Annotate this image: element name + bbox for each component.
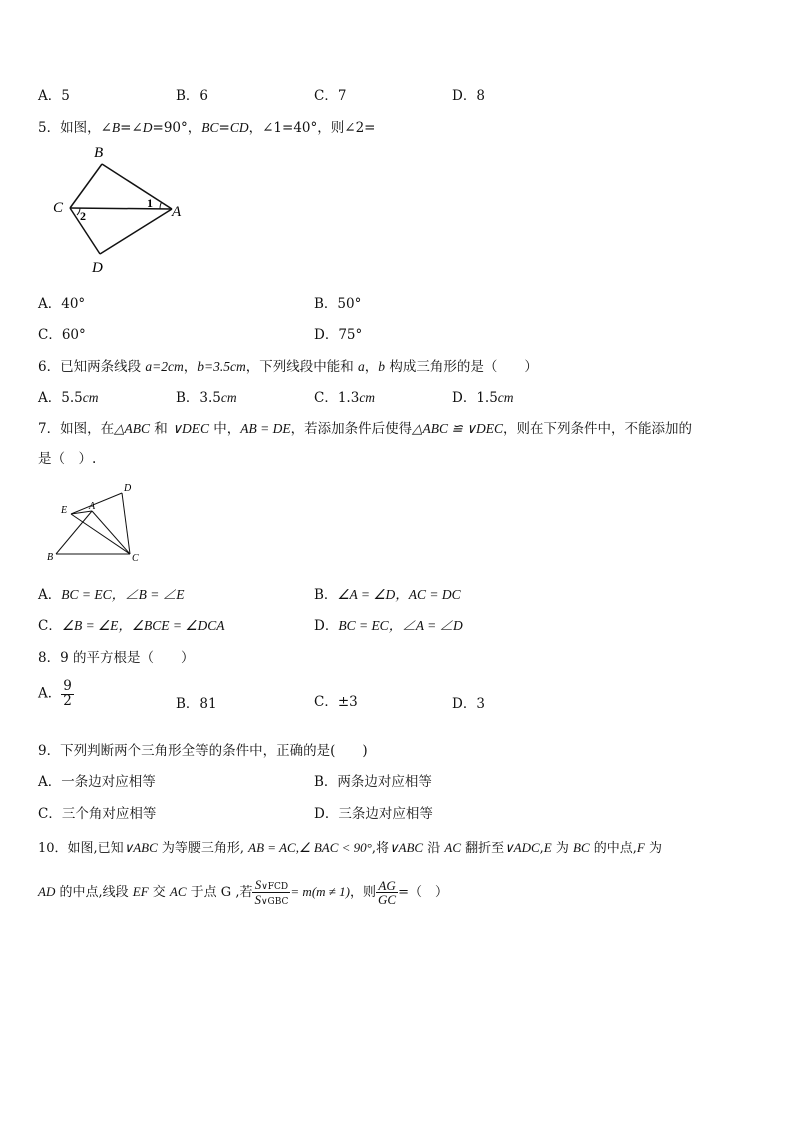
q5-number: 5． xyxy=(38,120,61,136)
q7-option-prefix: B． xyxy=(314,587,338,603)
q5-var: CD xyxy=(229,120,249,135)
q10-math: ∨ABC xyxy=(123,840,158,855)
q10-math: S xyxy=(254,877,262,892)
q10-text: 于点 G ,若 xyxy=(186,885,253,900)
q7-math: ∨DEC xyxy=(172,421,209,436)
q7-option-text: ∠B = ∠E，∠BCE = ∠DCA xyxy=(61,618,225,633)
q5-text: = xyxy=(218,120,230,136)
q7-text: ，则在下列条件中，不能添加的 xyxy=(502,421,692,437)
q10-text: , xyxy=(539,841,544,856)
q10-math: S xyxy=(254,892,261,907)
q6-option-a xyxy=(38,386,98,406)
q7-math: AB = DE xyxy=(240,421,291,436)
q10-math: = m(m ≠ 1) xyxy=(290,884,350,899)
q7-option-d xyxy=(314,614,463,634)
q8-option-a xyxy=(38,680,74,708)
q6-option-label: A．5.5 xyxy=(38,390,83,406)
q7-option-text: ∠A = ∠D，AC = DC xyxy=(337,587,461,602)
q5-option-c: C．60° xyxy=(38,327,86,343)
q6-text: 构成三角形的是（ ） xyxy=(385,359,538,375)
q10-text: ,将 xyxy=(371,841,390,856)
q5-text: 如图，∠ xyxy=(60,120,112,136)
q5-stem xyxy=(38,116,375,136)
q4-option-a: A．5 xyxy=(38,88,70,104)
q7-math: △ABC xyxy=(114,421,150,436)
q7-label-c: C xyxy=(132,553,139,564)
q7-math: △ABC ≌ ∨DEC xyxy=(412,421,503,436)
q7-option-text: BC = EC，∠A = ∠D xyxy=(338,618,463,633)
q10-math: AD xyxy=(38,884,56,899)
q6-var: b=3.5cm xyxy=(197,359,246,374)
q5-var: B xyxy=(111,120,121,135)
q8-option-prefix: A． xyxy=(38,685,62,702)
q6-option-label: C．1.3 xyxy=(314,390,360,406)
q5-option-d: D．75° xyxy=(314,327,363,343)
q7-text: 和 xyxy=(149,421,173,437)
q6-option-unit: cm xyxy=(497,390,514,405)
q10-math: F xyxy=(636,840,645,855)
q10-ratio-numerator xyxy=(252,878,290,893)
q7-option-text: BC = EC，∠B = ∠E xyxy=(61,587,185,602)
q8-option-d: D．3 xyxy=(452,696,485,712)
q5-var: BC xyxy=(201,120,219,135)
q10-ratio-denominator xyxy=(252,893,290,907)
q10-area-ratio xyxy=(252,878,290,907)
q5-option-b: B．50° xyxy=(314,296,362,312)
q7-option-prefix: C． xyxy=(38,618,62,634)
q10-math: E xyxy=(543,840,552,855)
q5-label-c: C xyxy=(53,200,64,216)
q10-math: BC xyxy=(573,840,590,855)
q10-ratio-denominator: GC xyxy=(378,892,397,907)
q5-var: D xyxy=(142,120,153,135)
q10-math: EF xyxy=(132,884,149,899)
q7-figure xyxy=(44,478,149,570)
q6-option-b xyxy=(176,386,237,406)
q9-option-b: B．两条边对应相等 xyxy=(314,774,432,790)
q10-math: AB = AC,∠ BAC < 90° xyxy=(248,840,372,855)
q8-fraction xyxy=(61,680,74,708)
q6-option-c xyxy=(314,386,375,406)
q10-subscript: ∨GBC xyxy=(260,897,289,907)
q6-var: a=2cm xyxy=(145,359,184,374)
q6-option-label: B．3.5 xyxy=(176,390,221,406)
q5-text: =∠ xyxy=(120,120,143,136)
q9-option-c: C．三个角对应相等 xyxy=(38,806,157,822)
q10-text: ，则 xyxy=(350,885,377,900)
q10-text: 为 xyxy=(551,841,574,856)
q8-option-c: C．±3 xyxy=(314,694,358,710)
q10-text: 的中点,线段 xyxy=(55,885,133,900)
q6-stem xyxy=(38,355,538,375)
q7-label-d: D xyxy=(124,483,132,494)
q7-option-prefix: D． xyxy=(314,618,339,634)
q9-stem: 9．下列判断两个三角形全等的条件中，正确的是( ) xyxy=(38,743,368,759)
q10-text: 10．如图,已知 xyxy=(38,841,124,856)
q10-math: AC xyxy=(444,840,461,855)
q8-stem: 8．9 的平方根是（ ） xyxy=(38,650,195,666)
q7-label-a: A xyxy=(89,501,96,512)
q5-angle-1: 1 xyxy=(147,196,153,210)
q10-math: ∨ADC xyxy=(504,840,540,855)
q5-label-a: A xyxy=(172,204,182,220)
q5-angle-2: 2 xyxy=(80,209,86,223)
q10-subscript: ∨FCD xyxy=(261,882,289,892)
q10-text: 的中点, xyxy=(589,841,637,856)
q10-stem-line1 xyxy=(38,837,662,856)
q7-option-b xyxy=(314,583,461,603)
q7-stem-line2: 是（ ）. xyxy=(38,451,97,467)
q6-option-d xyxy=(452,386,514,406)
q10-text: 交 xyxy=(148,885,170,900)
q8-denominator: 2 xyxy=(63,692,72,709)
q9-option-d: D．三条边对应相等 xyxy=(314,806,433,822)
q6-option-label: D．1.5 xyxy=(452,390,498,406)
q10-math: AC xyxy=(169,884,187,899)
q10-text: 翻折至 xyxy=(461,841,505,856)
q8-numerator: 9 xyxy=(63,678,72,694)
q10-text: =（ ） xyxy=(398,885,448,900)
q6-option-unit: cm xyxy=(220,390,237,405)
q10-text: 沿 xyxy=(423,841,445,856)
q10-stem-line2 xyxy=(38,878,448,907)
q6-text: ，下列线段中能和 xyxy=(245,359,359,375)
q5-text: ，∠1=40°，则∠2= xyxy=(248,120,376,136)
q6-var: a xyxy=(358,359,365,374)
q9-option-a: A．一条边对应相等 xyxy=(38,774,156,790)
q6-var: b xyxy=(378,359,386,374)
q7-label-e: E xyxy=(61,505,68,516)
q7-option-c xyxy=(38,614,224,634)
q5-text: =90°， xyxy=(152,120,202,136)
q6-option-unit: cm xyxy=(82,390,99,405)
q7-text: 7．如图，在 xyxy=(38,421,115,437)
q7-text: ，若添加条件后使得 xyxy=(290,421,413,437)
q8-option-b: B．81 xyxy=(176,696,217,712)
q10-math: ∨ABC xyxy=(389,840,424,855)
q5-label-b: B xyxy=(94,145,104,161)
q7-text: 中， xyxy=(208,421,241,437)
q6-option-unit: cm xyxy=(359,390,376,405)
q6-text: 6．已知两条线段 xyxy=(38,359,146,375)
q7-stem-line1 xyxy=(38,417,692,437)
q7-label-b: B xyxy=(47,552,54,563)
q5-label-d: D xyxy=(92,260,103,276)
q6-text: ， xyxy=(183,359,198,375)
q10-ratio-numerator: AG xyxy=(376,879,398,893)
q10-answer-ratio xyxy=(376,879,398,906)
q7-option-a xyxy=(38,583,184,603)
q10-text: 为等腰三角形, xyxy=(157,841,249,856)
q10-text: 为 xyxy=(644,841,662,856)
q5-figure xyxy=(44,140,204,278)
q7-option-prefix: A． xyxy=(38,587,62,603)
q4-option-b: B．6 xyxy=(176,88,209,104)
q6-text: ， xyxy=(364,359,379,375)
q5-option-a: A．40° xyxy=(38,296,86,312)
q4-option-c: C．7 xyxy=(314,88,347,104)
q4-option-d: D．8 xyxy=(452,88,485,104)
